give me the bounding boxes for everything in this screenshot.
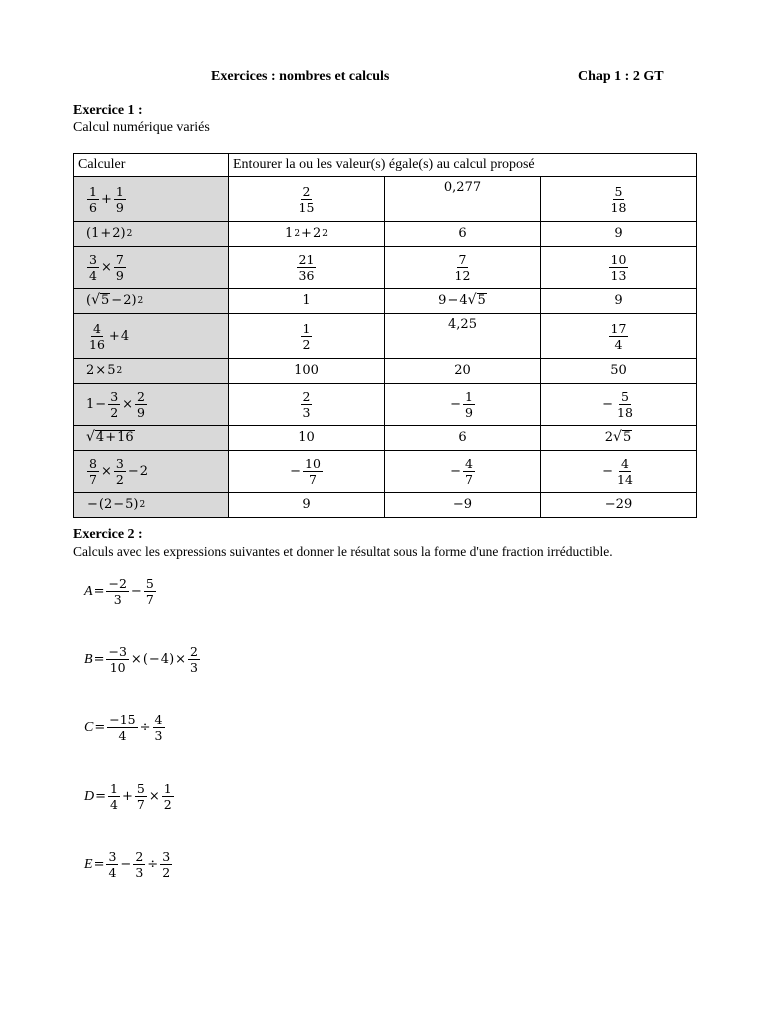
table-row xyxy=(74,359,697,384)
answer-option[interactable]: 7 12 xyxy=(385,247,541,289)
calc-expression: $\frac{8}{7}$ × $\frac{3}{2}$ − 2 xyxy=(74,451,229,493)
answer-option[interactable]: 10 xyxy=(229,426,385,451)
table-header-row xyxy=(74,154,697,177)
answer-option[interactable]: 2 15 xyxy=(229,177,385,222)
answer-option[interactable]: 9 − 4 √ 5 xyxy=(385,289,541,314)
exercise-1-title: Exercice 1 : xyxy=(73,103,143,118)
answer-option[interactable]: 10 13 xyxy=(541,247,697,289)
answer-option[interactable]: 0,277 xyxy=(385,177,541,222)
answer-option[interactable]: 21 36 xyxy=(229,247,385,289)
answer-option[interactable]: 6 xyxy=(385,222,541,247)
expression-e: E = $\frac{3}{4}$ − $\frac{2}{3}$ ÷ $\frac{3}{2}$ xyxy=(84,849,171,880)
document-title: Exercices : nombres et calculs xyxy=(211,69,390,84)
answer-option[interactable]: 6 xyxy=(385,426,541,451)
table-row xyxy=(74,451,697,493)
exercise-2-subtitle: Calculs avec les expressions suivantes et donner le résultat sous la forme d'une fraction irréductible. xyxy=(73,544,613,559)
calc-expression: 1 6 + $\frac{1}{9}$ xyxy=(74,177,229,222)
calc-expression: 2 × 5 2 xyxy=(74,359,229,384)
calc-expression: 4 16 + 4 xyxy=(74,314,229,359)
expression-a: A = $\frac{-2}{3}$ − $\frac{5}{7}$ xyxy=(84,576,154,607)
answer-option[interactable]: − $\frac{4}{14}$ xyxy=(541,451,697,493)
answer-option[interactable]: − $\frac{5}{18}$ xyxy=(541,384,697,426)
answer-option[interactable]: − $\frac{10}{7}$ xyxy=(229,451,385,493)
table-row xyxy=(74,314,697,359)
answer-option[interactable]: 50 xyxy=(541,359,697,384)
answer-option[interactable]: − $\frac{1}{9}$ xyxy=(385,384,541,426)
chapter-label: Chap 1 : 2 GT xyxy=(578,69,664,84)
calc-expression: $\frac{3}{4}$ × $\frac{7}{9}$ xyxy=(74,247,229,289)
header-calculer: Calculer xyxy=(74,154,229,177)
answer-option[interactable]: 20 xyxy=(385,359,541,384)
answer-option[interactable]: 4,25 xyxy=(385,314,541,359)
calc-expression: (1 + 2) 2 xyxy=(74,222,229,247)
table-row xyxy=(74,289,697,314)
answer-option[interactable]: 2 3 xyxy=(229,384,385,426)
table-row xyxy=(74,493,697,518)
table-row xyxy=(74,384,697,426)
expression-c: C = $\frac{-15}{4}$ ÷ $\frac{4}{3}$ xyxy=(84,712,163,743)
answer-option[interactable]: 5 18 xyxy=(541,177,697,222)
table-row xyxy=(74,222,697,247)
calc-expression: − (2 − 5) 2 xyxy=(74,493,229,518)
answer-option[interactable]: 9 xyxy=(541,289,697,314)
answer-option[interactable]: 17 4 xyxy=(541,314,697,359)
expression-d: D = $\frac{1}{4}$ + $\frac{5}{7}$ × $\frac{1}{2}$ xyxy=(84,781,172,812)
exercise-1-table xyxy=(73,153,697,518)
table-row xyxy=(74,426,697,451)
calc-expression: 1 − $\frac{3}{2}$ × $\frac{2}{9}$ xyxy=(74,384,229,426)
answer-option[interactable]: 1 2 + 2 2 xyxy=(229,222,385,247)
calc-expression: √ 4+16 xyxy=(74,426,229,451)
answer-option[interactable]: 100 xyxy=(229,359,385,384)
expression-b: B = $\frac{-3}{10}$ × ( − 4) × $\frac{2}{3}$ xyxy=(84,644,198,675)
answer-option[interactable]: −9 xyxy=(385,493,541,518)
answer-option[interactable]: −29 xyxy=(541,493,697,518)
header-instructions: Entourer la ou les valeur(s) égale(s) au calcul proposé xyxy=(229,154,697,177)
answer-option[interactable]: 9 xyxy=(229,493,385,518)
calc-expression: ( √ 5 − 2) 2 xyxy=(74,289,229,314)
answer-option[interactable]: − $\frac{4}{7}$ xyxy=(385,451,541,493)
exercise-1-subtitle: Calcul numérique variés xyxy=(73,120,210,135)
answer-option[interactable]: 1 xyxy=(229,289,385,314)
table-row xyxy=(74,177,697,222)
answer-option[interactable]: 9 xyxy=(541,222,697,247)
exercise-2-title: Exercice 2 : xyxy=(73,527,143,542)
table-row xyxy=(74,247,697,289)
answer-option[interactable]: 2 √ 5 xyxy=(541,426,697,451)
answer-option[interactable]: 1 2 xyxy=(229,314,385,359)
